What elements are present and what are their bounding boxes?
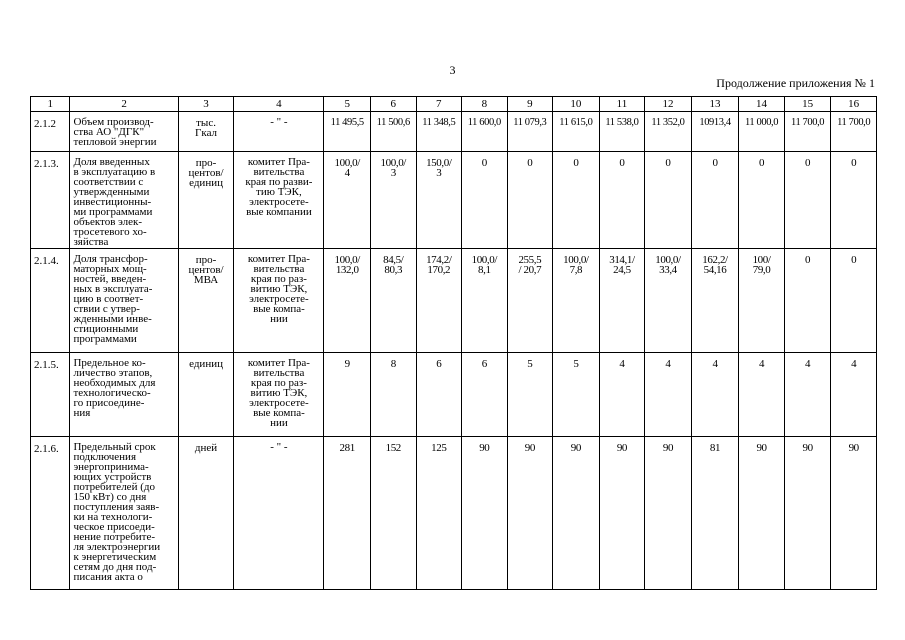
- value-cell-line: 100,0/: [471, 254, 498, 266]
- responsible-cell-line: края по разви-: [245, 176, 313, 188]
- unit-cell-line: единиц: [189, 177, 223, 189]
- value-cell: [739, 152, 785, 249]
- column-header: 14: [739, 97, 785, 112]
- indicators-table: [30, 96, 877, 590]
- value-cell-line: 11 615,0: [559, 117, 593, 128]
- value-cell-line: 11 348,5: [422, 117, 456, 128]
- value-cell-line: 80,3: [384, 264, 403, 276]
- indicator-name: [70, 152, 178, 249]
- responsible-cell: [234, 353, 324, 437]
- value-cell: [691, 353, 739, 437]
- responsible-cell-line: края по раз-: [250, 273, 307, 285]
- indicator-name-line: объектов элек-: [73, 216, 143, 228]
- responsible-cell-line: - " -: [270, 116, 288, 128]
- value-cell: [370, 437, 416, 590]
- indicator-name-line: утвержденными: [73, 186, 150, 198]
- indicator-name-line: ки на технологи-: [73, 511, 153, 523]
- value-cell-line: 4: [344, 167, 350, 179]
- value-cell: [739, 249, 785, 353]
- column-header: 8: [462, 97, 508, 112]
- unit-cell-line: про-: [195, 157, 217, 169]
- value-cell-line: 0: [805, 157, 811, 169]
- value-cell: [416, 353, 462, 437]
- responsible-cell: [234, 249, 324, 353]
- indicator-name-line: необходимых для: [73, 377, 156, 389]
- value-cell: [784, 112, 831, 152]
- column-header: 5: [324, 97, 371, 112]
- value-cell-line: 90: [479, 442, 490, 454]
- value-cell-line: 6: [481, 358, 487, 370]
- value-cell-line: 90: [662, 442, 674, 454]
- value-cell: [553, 112, 600, 152]
- value-cell: [370, 112, 416, 152]
- value-cell-line: 0: [851, 254, 857, 266]
- value-cell: [324, 152, 371, 249]
- indicator-name-line: ствии с утвер-: [73, 303, 140, 315]
- value-cell: [553, 249, 600, 353]
- table-row: [31, 112, 877, 152]
- column-header: 15: [784, 97, 831, 112]
- indicator-name-line: программами: [73, 333, 137, 345]
- value-cell: [645, 437, 692, 590]
- value-cell: [739, 437, 785, 590]
- value-cell-line: 152: [385, 442, 401, 454]
- unit-cell-line: центов/: [188, 264, 224, 276]
- indicator-name: [70, 249, 178, 353]
- indicator-name-line: тепловой энергии: [73, 136, 157, 148]
- value-cell-line: 0: [619, 157, 625, 169]
- responsible-cell-line: вые компа-: [253, 407, 305, 419]
- value-cell: [784, 437, 831, 590]
- value-cell-line: 0: [805, 254, 811, 266]
- responsible-cell: [234, 152, 324, 249]
- value-cell-line: 9: [344, 358, 350, 370]
- value-cell: [462, 112, 508, 152]
- value-cell-line: 7,8: [569, 264, 583, 276]
- value-cell-line: 90: [570, 442, 581, 454]
- value-cell-line: 90: [616, 442, 628, 454]
- value-cell: [324, 112, 371, 152]
- value-cell: [370, 152, 416, 249]
- indicator-name: [70, 353, 178, 437]
- indicator-name-line: Объем производ-: [73, 116, 154, 128]
- indicator-name-line: технологическо-: [73, 387, 151, 399]
- row-number: 2.1.2: [31, 112, 70, 152]
- unit-cell-line: дней: [194, 442, 218, 454]
- indicator-name-line: энергопринима-: [73, 461, 149, 473]
- value-cell-line: 100,0/: [380, 157, 406, 169]
- unit-cell: [178, 152, 234, 249]
- indicator-name-line: Доля введенных: [73, 156, 150, 168]
- continuation-label: Продолжение приложения № 1: [716, 76, 875, 90]
- value-cell-line: 90: [756, 442, 767, 454]
- value-cell: [739, 353, 785, 437]
- column-header: 6: [370, 97, 416, 112]
- value-cell: [462, 437, 508, 590]
- responsible-cell-line: комитет Пра-: [247, 357, 310, 369]
- value-cell-line: 0: [481, 157, 487, 169]
- value-cell-line: 11 700,0: [837, 117, 871, 128]
- indicator-name-line: 150 кВт) со дня: [73, 491, 147, 503]
- value-cell: [599, 353, 645, 437]
- unit-cell-line: МВА: [193, 274, 219, 286]
- value-cell: [416, 152, 462, 249]
- value-cell-line: 100,0/: [334, 254, 360, 266]
- table-row: [31, 437, 877, 590]
- responsible-cell: [234, 437, 324, 590]
- value-cell-line: 11 352,0: [651, 117, 685, 128]
- value-cell-line: 11 079,3: [513, 117, 547, 128]
- indicator-name-line: ля электроэнергии: [73, 541, 161, 553]
- responsible-cell-line: витию ТЭК,: [250, 387, 308, 399]
- responsible-cell: [234, 112, 324, 152]
- responsible-cell-line: нии: [270, 417, 288, 429]
- value-cell-line: 33,4: [659, 264, 677, 276]
- indicator-name-line: тросетевого хо-: [73, 226, 147, 238]
- value-cell-line: 84,5/: [383, 254, 404, 266]
- indicator-name-line: Предельный срок: [73, 441, 156, 453]
- column-header: 12: [645, 97, 692, 112]
- indicator-name: [70, 437, 178, 590]
- value-cell-line: 90: [848, 442, 859, 454]
- responsible-cell-line: вительства: [253, 367, 305, 379]
- column-header: 1: [31, 97, 70, 112]
- value-cell: [645, 152, 692, 249]
- column-header: 4: [234, 97, 324, 112]
- value-cell-line: 6: [436, 358, 442, 370]
- responsible-cell-line: края по раз-: [250, 377, 307, 389]
- value-cell: [691, 249, 739, 353]
- indicator-name-line: в эксплуатацию в: [73, 166, 156, 178]
- value-cell: [739, 112, 785, 152]
- indicator-name-line: ческое присоеди-: [73, 521, 155, 533]
- value-cell-line: 3: [436, 167, 442, 179]
- value-cell: [416, 437, 462, 590]
- value-cell-line: 162,2/: [702, 254, 728, 266]
- value-cell-line: 0: [665, 157, 671, 169]
- responsible-cell-line: вительства: [253, 263, 305, 275]
- table-header-row: [31, 97, 877, 112]
- value-cell-line: 8,1: [478, 264, 491, 276]
- indicator-name-line: ющих устройств: [73, 471, 152, 483]
- column-header: 2: [70, 97, 178, 112]
- value-cell: [553, 152, 600, 249]
- indicator-name-line: нение потребите-: [73, 531, 156, 543]
- value-cell-line: 132,0: [335, 264, 359, 276]
- value-cell-line: 0: [851, 157, 857, 169]
- value-cell-line: 100,0/: [655, 254, 681, 266]
- value-cell: [324, 249, 371, 353]
- value-cell-line: 4: [619, 358, 625, 370]
- value-cell-line: 11 700,0: [791, 117, 825, 128]
- unit-cell-line: центов/: [188, 167, 224, 179]
- value-cell-line: 11 000,0: [744, 117, 779, 128]
- indicator-name-line: Предельное ко-: [73, 357, 146, 369]
- indicator-name-line: соответствии с: [73, 176, 144, 188]
- value-cell-line: 0: [527, 157, 533, 169]
- responsible-cell-line: витию ТЭК,: [250, 283, 308, 295]
- value-cell: [831, 152, 877, 249]
- value-cell-line: 11 538,0: [605, 117, 639, 128]
- value-cell-line: 24,5: [613, 264, 631, 276]
- value-cell-line: 3: [390, 167, 396, 179]
- indicator-name-line: цию в соответ-: [73, 293, 144, 305]
- value-cell-line: 81: [709, 442, 721, 454]
- value-cell: [507, 353, 553, 437]
- row-number: 2.1.6.: [31, 437, 70, 590]
- value-cell-line: 100,0/: [334, 157, 360, 169]
- responsible-cell-line: вые компании: [246, 206, 312, 218]
- value-cell: [831, 249, 877, 353]
- value-cell: [599, 437, 645, 590]
- table-row: [31, 249, 877, 353]
- value-cell: [462, 353, 508, 437]
- unit-cell: [178, 249, 234, 353]
- value-cell: [831, 437, 877, 590]
- value-cell-line: 11 500,6: [376, 117, 410, 128]
- unit-cell: [178, 112, 234, 152]
- indicator-name-line: ния: [73, 407, 91, 419]
- value-cell-line: 255,5: [518, 254, 542, 266]
- table-row: [31, 353, 877, 437]
- value-cell-line: 170,2: [427, 264, 451, 276]
- value-cell: [691, 112, 739, 152]
- responsible-cell-line: вые компа-: [253, 303, 305, 315]
- value-cell-line: 0: [712, 157, 718, 169]
- column-header: 13: [691, 97, 739, 112]
- value-cell: [324, 353, 371, 437]
- indicator-name-line: инвестиционны-: [73, 196, 152, 208]
- value-cell: [370, 353, 416, 437]
- indicator-name-line: стиционными: [73, 323, 139, 335]
- value-cell-line: 0: [758, 157, 765, 169]
- indicator-name-line: ства АО "ДГК": [73, 126, 145, 138]
- value-cell: [507, 152, 553, 249]
- page-number: 3: [449, 63, 456, 77]
- value-cell: [645, 353, 692, 437]
- value-cell: [645, 249, 692, 353]
- indicator-name-line: потребителей (до: [73, 481, 155, 493]
- indicator-name-line: зяйства: [73, 236, 109, 248]
- indicator-name-line: к энергетическим: [73, 551, 157, 563]
- value-cell-line: 4: [712, 358, 718, 370]
- value-cell-line: 174,2/: [426, 254, 452, 266]
- value-cell-line: 5: [573, 358, 579, 370]
- value-cell-line: 54,16: [703, 264, 727, 276]
- indicator-name-line: личество этапов,: [73, 367, 153, 379]
- value-cell-line: 4: [805, 358, 811, 370]
- value-cell: [462, 152, 508, 249]
- value-cell: [553, 353, 600, 437]
- value-cell-line: 100,0/: [563, 254, 589, 266]
- responsible-cell-line: электросете-: [249, 293, 309, 305]
- value-cell: [507, 112, 553, 152]
- value-cell-line: 90: [802, 442, 813, 454]
- value-cell-line: 281: [339, 442, 355, 454]
- column-header: 9: [507, 97, 553, 112]
- value-cell-line: 90: [524, 442, 535, 454]
- value-cell-line: 11 495,5: [330, 117, 364, 128]
- column-header: 11: [599, 97, 645, 112]
- value-cell-line: 314,1/: [609, 254, 635, 266]
- value-cell-line: 150,0/: [426, 157, 452, 169]
- responsible-cell-line: электросете-: [249, 397, 309, 409]
- value-cell-line: 4: [851, 358, 857, 370]
- value-cell: [507, 249, 553, 353]
- value-cell-line: 8: [390, 358, 396, 370]
- indicator-name-line: го присоедине-: [73, 397, 145, 409]
- value-cell-line: 11 600,0: [467, 117, 501, 128]
- value-cell: [784, 152, 831, 249]
- value-cell: [599, 249, 645, 353]
- value-cell: [462, 249, 508, 353]
- value-cell: [691, 437, 739, 590]
- indicator-name-line: ных в эксплуата-: [73, 283, 153, 295]
- unit-cell-line: про-: [195, 254, 217, 266]
- table-row: [31, 152, 877, 249]
- row-number: 2.1.5.: [31, 353, 70, 437]
- value-cell: [507, 437, 553, 590]
- responsible-cell-line: электросете-: [249, 196, 309, 208]
- unit-cell-line: Гкал: [195, 127, 218, 139]
- unit-cell-line: единиц: [189, 358, 223, 370]
- indicator-name-line: поступления заяв-: [73, 501, 160, 513]
- value-cell-line: 79,0: [752, 264, 771, 276]
- value-cell: [416, 112, 462, 152]
- responsible-cell-line: нии: [270, 313, 288, 325]
- responsible-cell-line: вительства: [253, 166, 305, 178]
- indicator-name-line: подключения: [73, 451, 136, 463]
- value-cell: [553, 437, 600, 590]
- indicator-name-line: Доля трансфор-: [73, 253, 148, 265]
- value-cell: [784, 353, 831, 437]
- value-cell-line: 100/: [752, 254, 771, 266]
- value-cell: [691, 152, 739, 249]
- row-number: 2.1.3.: [31, 152, 70, 249]
- value-cell-line: 125: [431, 442, 447, 454]
- value-cell: [831, 353, 877, 437]
- value-cell: [599, 152, 645, 249]
- value-cell: [416, 249, 462, 353]
- value-cell: [599, 112, 645, 152]
- indicator-name-line: сетям до дня под-: [73, 561, 157, 573]
- value-cell: [324, 437, 371, 590]
- responsible-cell-line: - " -: [270, 441, 288, 453]
- column-header: 10: [553, 97, 600, 112]
- responsible-cell-line: комитет Пра-: [247, 253, 310, 265]
- value-cell-line: 4: [758, 358, 765, 370]
- unit-cell: [178, 353, 234, 437]
- value-cell-line: 5: [527, 358, 533, 370]
- value-cell-line: 0: [573, 157, 579, 169]
- indicator-name-line: ностей, введен-: [73, 273, 147, 285]
- responsible-cell-line: комитет Пра-: [247, 156, 310, 168]
- value-cell-line: 4: [665, 358, 671, 370]
- indicator-name-line: ми программами: [73, 206, 153, 218]
- value-cell: [645, 112, 692, 152]
- value-cell: [784, 249, 831, 353]
- value-cell-line: 10913,4: [699, 117, 731, 128]
- indicator-name-line: писания акта о: [73, 571, 143, 583]
- unit-cell: [178, 437, 234, 590]
- responsible-cell-line: тию ТЭК,: [256, 186, 302, 198]
- row-number: 2.1.4.: [31, 249, 70, 353]
- indicator-name: [70, 112, 178, 152]
- unit-cell-line: тыс.: [196, 117, 216, 129]
- value-cell-line: / 20,7: [518, 264, 542, 276]
- column-header: 16: [831, 97, 877, 112]
- indicator-name-line: маторных мощ-: [73, 263, 147, 275]
- column-header: 7: [416, 97, 462, 112]
- indicator-name-line: жденными инве-: [73, 313, 152, 325]
- value-cell: [831, 112, 877, 152]
- value-cell: [370, 249, 416, 353]
- column-header: 3: [178, 97, 234, 112]
